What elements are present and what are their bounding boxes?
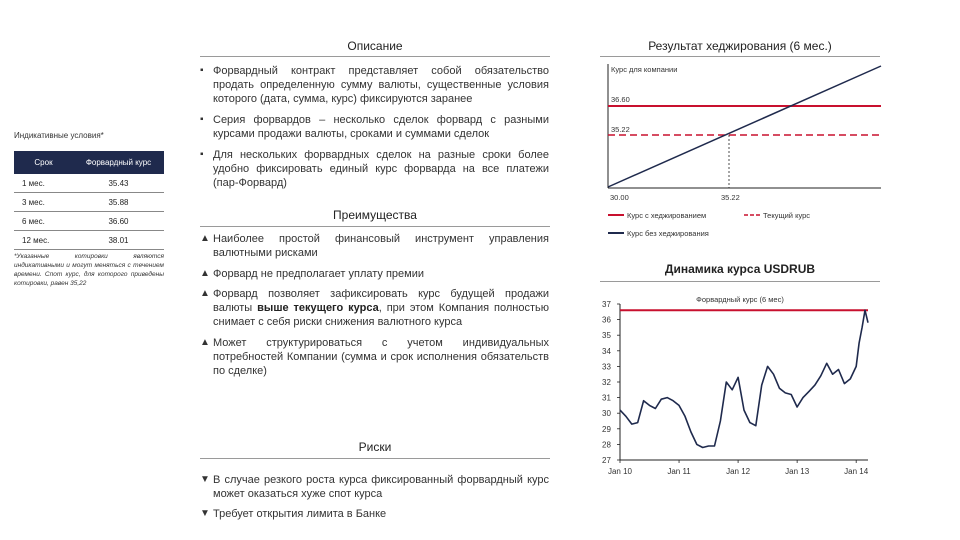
table-row — [14, 212, 164, 231]
rate-cell: 35.43 — [73, 174, 164, 193]
x-tick-label: Jan 11 — [667, 467, 691, 476]
advantage-item-4 — [200, 336, 549, 378]
description-bullet-2 — [200, 113, 549, 141]
y-tick-label: 35 — [602, 331, 611, 341]
x-tick-label: Jan 14 — [844, 467, 869, 476]
y-tick-label: 28 — [602, 440, 611, 450]
description-title: Описание — [347, 39, 403, 53]
hedge-unhedged-line — [608, 66, 881, 187]
conditions-table — [14, 151, 164, 250]
term-cell: 6 мес. — [14, 212, 73, 231]
x-tick-label: Jan 10 — [607, 467, 633, 476]
risk-text: В случае резкого роста курса фиксированный форвардный курс может оказаться хуже спот курса — [213, 474, 549, 500]
triangle-down-icon: ▼ — [200, 508, 210, 519]
hedge-chart — [596, 58, 886, 243]
risk-text: Требует открытия лимита в Банке — [213, 508, 387, 520]
description-bullet-text: Серия форвардов – несколько сделок форвард с разными курсами продажи валюты, сроками и суммами сделок — [213, 114, 549, 140]
advantages-title: Преимущества — [333, 208, 417, 222]
y-tick-label: 33 — [602, 362, 611, 372]
table-header-row — [14, 151, 164, 174]
advantage-text: Может структурироваться с учетом индивидуальных потребностей Компании (сумма и срок исполнения обязательств по сделке) — [213, 337, 549, 377]
header-term: Срок — [14, 151, 73, 174]
hedge-title: Результат хеджирования (6 мес.) — [648, 39, 832, 53]
advantage-text: Форвард не предполагает уплату премии — [213, 268, 425, 280]
triangle-up-icon: ▲ — [200, 233, 210, 244]
hedge-current-label: 35.22 — [611, 125, 630, 134]
rate-cell: 36.60 — [73, 212, 164, 231]
conditions-note: *Указанные котировки являются индикативными и могут меняться с течением времени. Спот курс, для которого приведены котировки, равен 35,22 — [14, 253, 164, 287]
square-bullet-icon: ▪ — [200, 65, 204, 76]
usdrub-chart — [590, 288, 890, 483]
description-rule — [200, 56, 550, 57]
hedge-x-start-label: 30.00 — [610, 193, 629, 202]
x-tick-label: Jan 12 — [726, 467, 751, 476]
risk-item-2 — [200, 507, 549, 521]
advantage-text-continued: , при этом Компания полностью снимает с себя риски снижения валютного курса — [213, 302, 550, 328]
forward-rate-label: Форвардный курс (6 мес) — [696, 295, 784, 304]
legend-hedged-label: Курс с хеджированием — [627, 211, 707, 220]
advantage-item-2 — [200, 267, 549, 281]
square-bullet-icon: ▪ — [200, 114, 204, 125]
description-bullet-1 — [200, 64, 549, 106]
y-tick-label: 30 — [602, 409, 611, 419]
y-tick-label: 27 — [602, 456, 611, 465]
legend-current-label: Текущий курс — [763, 211, 811, 220]
hedge-x-mid-label: 35.22 — [721, 193, 740, 202]
triangle-up-icon: ▲ — [200, 268, 210, 279]
y-tick-label: 34 — [602, 346, 611, 356]
triangle-down-icon: ▼ — [200, 474, 210, 485]
term-cell: 12 мес. — [14, 231, 73, 250]
x-tick-label: Jan 13 — [785, 467, 810, 476]
table-row — [14, 193, 164, 212]
triangle-up-icon: ▲ — [200, 288, 210, 299]
y-tick-label: 37 — [602, 300, 611, 309]
rate-cell: 38.01 — [73, 231, 164, 250]
y-tick-label: 29 — [602, 424, 611, 434]
advantage-item-3 — [200, 287, 550, 329]
table-row — [14, 231, 164, 250]
term-cell: 1 мес. — [14, 174, 73, 193]
header-rate: Форвардный курс — [73, 151, 164, 174]
description-bullet-text: Форвардный контракт представляет собой обязательство продать определенную сумму валюты, существенные условия которого (дата, сумма, курс) фиксируются заранее — [213, 65, 549, 105]
usdrub-series-line — [620, 310, 868, 447]
advantage-text: Форвард позволяет зафиксировать курс будущей продажи валюты — [213, 288, 549, 314]
table-row — [14, 174, 164, 193]
risks-rule — [200, 458, 550, 459]
legend-unhedged-label: Курс без хеджирования — [627, 229, 709, 238]
y-tick-label: 31 — [602, 393, 611, 403]
hedge-forward-label: 36.60 — [611, 95, 630, 104]
description-bullet-3 — [200, 148, 549, 190]
advantages-rule — [200, 226, 550, 227]
risks-title: Риски — [358, 440, 392, 454]
hedge-rule — [600, 56, 880, 57]
advantage-text: Наиболее простой финансовый инструмент управления валютными рисками — [213, 233, 549, 259]
description-bullet-text: Для нескольких форвардных сделок на разные сроки более удобно фиксировать единый курс форварда на все платежи (пар-Форвард) — [213, 149, 549, 189]
conditions-title: Индикативные условия* — [14, 131, 104, 140]
advantage-item-1 — [200, 232, 549, 260]
square-bullet-icon: ▪ — [200, 149, 204, 160]
y-tick-label: 36 — [602, 315, 611, 325]
advantage-bold-text: выше текущего курса — [257, 302, 379, 314]
triangle-up-icon: ▲ — [200, 337, 210, 348]
hedge-ylabel: Курс для компании — [611, 65, 678, 74]
risk-item-1 — [200, 473, 549, 501]
rate-cell: 35.88 — [73, 193, 164, 212]
usdrub-chart-rule — [600, 281, 880, 282]
usdrub-chart-title: Динамика курса USDRUB — [664, 262, 816, 276]
y-tick-label: 32 — [602, 378, 611, 387]
term-cell: 3 мес. — [14, 193, 73, 212]
